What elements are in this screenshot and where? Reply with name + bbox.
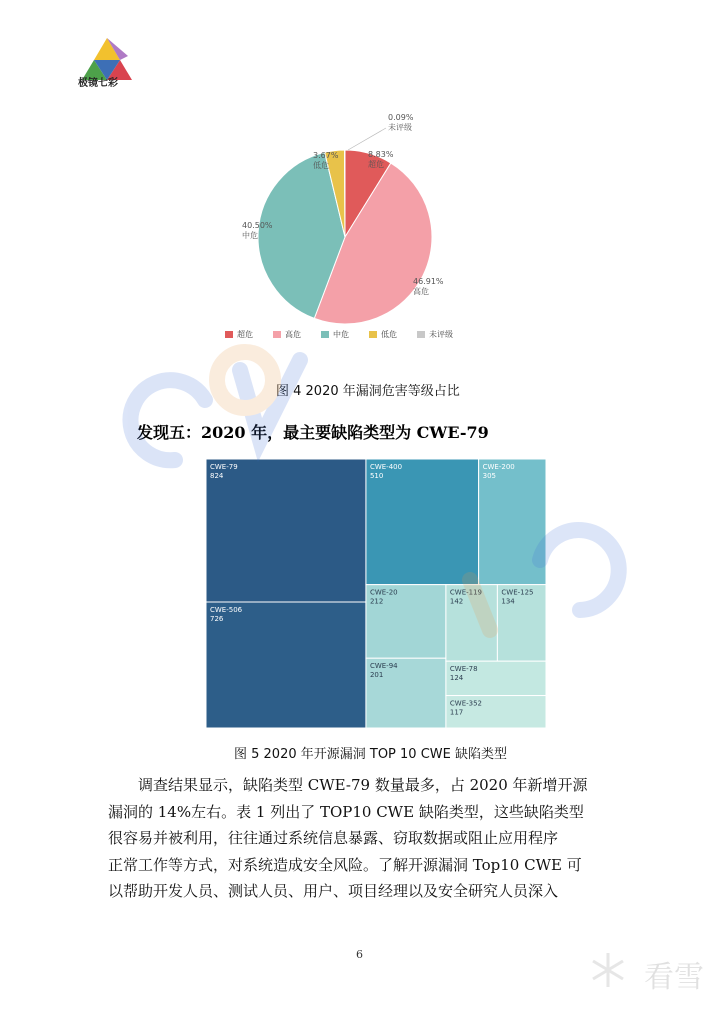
treemap-label-cwe-78: CWE-78 xyxy=(449,665,478,674)
pie-label-name-medium: 中危 xyxy=(242,231,258,240)
treemap-value-cwe-78: 124 xyxy=(449,674,464,683)
body-line: 很容易并被利用，往往通过系统信息暴露、窃取数据或阻止应用程序 xyxy=(108,829,559,847)
pie-label-percent-high: 46.91% xyxy=(413,277,444,286)
treemap-label-cwe-400: CWE-400 xyxy=(369,463,403,471)
finding-heading: 发现五：2020 年，最主要缺陷类型为 CWE-79 xyxy=(137,423,489,442)
treemap-value-cwe-400: 510 xyxy=(369,472,384,480)
treemap-value-cwe-506: 726 xyxy=(210,615,224,623)
pie-label-percent-medium: 40.50% xyxy=(242,221,273,230)
treemap-label-cwe-125: CWE-125 xyxy=(501,588,534,597)
pie-legend xyxy=(225,327,525,341)
treemap-value-cwe-79: 824 xyxy=(210,472,224,480)
treemap-value-cwe-20: 212 xyxy=(369,597,384,606)
pie-label-percent-unrated: 0.09% xyxy=(388,113,414,122)
treemap-label-cwe-94: CWE-94 xyxy=(369,662,398,671)
treemap-cell-cwe-79 xyxy=(206,459,366,602)
treemap-value-cwe-352: 117 xyxy=(449,708,464,717)
pie-label-name-low: 低危 xyxy=(313,161,329,170)
figure-4-caption: 图 4 2020 年漏洞危害等级占比 xyxy=(276,384,460,399)
treemap-value-cwe-125: 134 xyxy=(501,597,515,606)
treemap-value-cwe-94: 201 xyxy=(369,671,384,680)
body-line: 调查结果显示，缺陷类型 CWE-79 数量最多，占 2020 年新增开源 xyxy=(138,776,588,794)
pie-label-name-critical: 超危 xyxy=(368,160,384,169)
legend-item-unrated: 未评级 xyxy=(417,327,453,341)
treemap-label-cwe-352: CWE-352 xyxy=(449,699,483,708)
body-paragraph xyxy=(108,772,628,905)
legend-item-low: 低危 xyxy=(369,327,397,341)
legend-item-medium: 中危 xyxy=(321,327,349,341)
treemap-cell-cwe-506 xyxy=(206,602,366,728)
legend-item-high: 高危 xyxy=(273,327,301,341)
body-line: 漏洞的 14%左右。表 1 列出了 TOP10 CWE 缺陷类型，这些缺陷类型 xyxy=(108,802,584,821)
treemap-label-cwe-506: CWE-506 xyxy=(210,606,243,614)
page-number: 6 xyxy=(356,948,363,961)
pie-label-percent-low: 3.67% xyxy=(313,151,339,160)
brand-text: 看雪 xyxy=(644,960,704,995)
severity-pie-chart xyxy=(200,100,540,360)
treemap-value-cwe-119: 142 xyxy=(449,597,464,606)
cwe-treemap xyxy=(206,459,546,728)
pie-label-name-unrated: 未评级 xyxy=(388,123,412,132)
logo-text: 极镜七彩 xyxy=(78,78,118,89)
treemap-label-cwe-119: CWE-119 xyxy=(449,588,483,597)
pie-label-name-high: 高危 xyxy=(413,287,429,296)
legend-item-critical: 超危 xyxy=(225,327,253,341)
treemap-value-cwe-200: 305 xyxy=(482,472,496,480)
pie-leader-line xyxy=(348,128,386,150)
figure-5-caption: 图 5 2020 年开源漏洞 TOP 10 CWE 缺陷类型 xyxy=(234,747,507,762)
treemap-label-cwe-200: CWE-200 xyxy=(482,463,515,471)
pie-label-percent-critical: 8.83% xyxy=(368,150,394,159)
treemap-label-cwe-79: CWE-79 xyxy=(210,463,238,471)
treemap-label-cwe-20: CWE-20 xyxy=(369,588,398,597)
body-line: 以帮助开发人员、测试人员、用户、项目经理以及安全研究人员深入 xyxy=(108,882,559,900)
body-line: 正常工作等方式，对系统造成安全风险。了解开源漏洞 Top10 CWE 可 xyxy=(108,855,582,874)
